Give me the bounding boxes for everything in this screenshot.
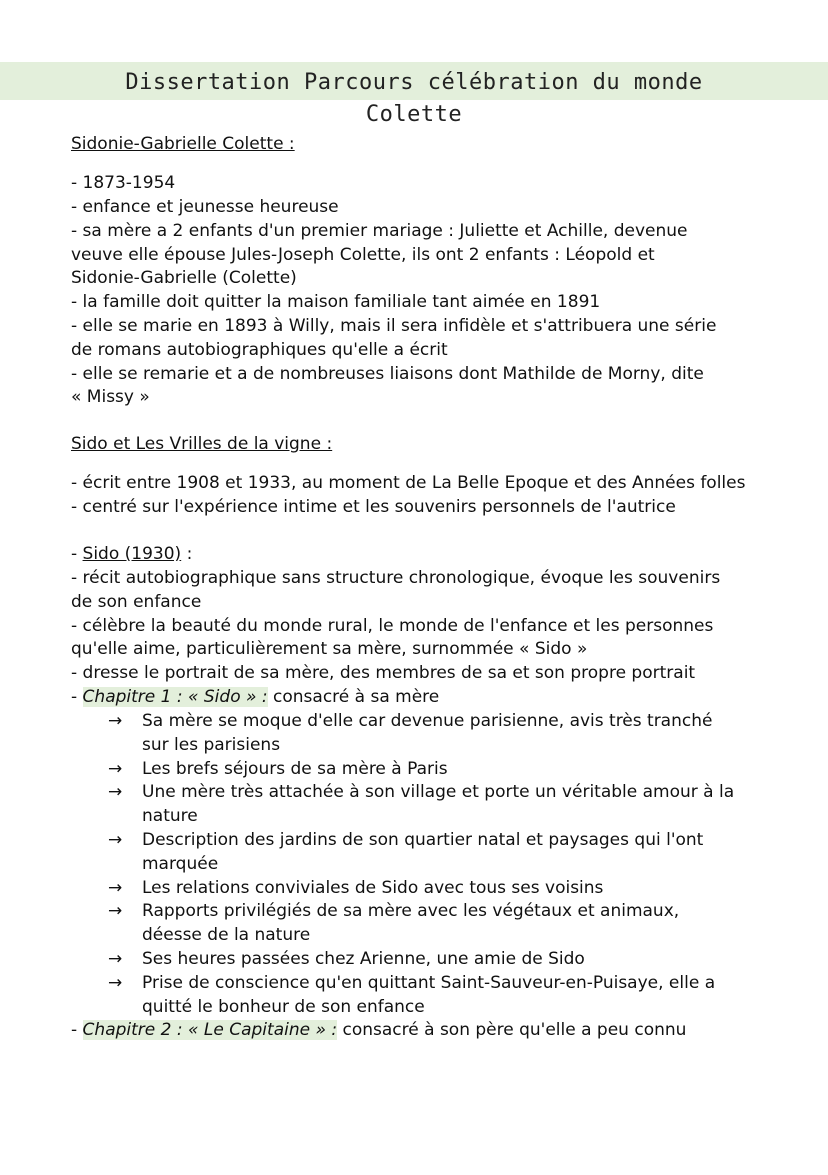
bio-line: veuve elle épouse Jules-Joseph Colette, ils ont 2 enfants : Léopold et <box>71 245 655 265</box>
sido-title: Sido (1930) <box>82 544 182 564</box>
sido-line: - célèbre la beauté du monde rural, le monde de l'enfance et les personnes <box>71 616 714 636</box>
sido-heading <box>71 542 192 566</box>
sido-line: de son enfance <box>71 592 202 612</box>
bullet-line: déesse de la nature <box>142 925 311 945</box>
bio-line: Sidonie-Gabrielle (Colette) <box>71 268 297 288</box>
bullet-line: sur les parisiens <box>142 735 281 755</box>
bullet-line: Description des jardins de son quartier natal et paysages qui l'ont <box>142 830 704 850</box>
arrow-icon: → <box>108 949 123 969</box>
arrow-icon: → <box>108 711 123 731</box>
bullet-line: nature <box>142 806 198 826</box>
bio-line: - enfance et jeunesse heureuse <box>71 197 339 217</box>
bullet-line: Prise de conscience qu'en quittant Saint-Sauveur-en-Puisaye, elle a <box>142 973 716 993</box>
chapter-1-text: consacré à sa mère <box>267 687 440 707</box>
arrow-icon: → <box>108 878 123 898</box>
bio-line: - 1873-1954 <box>71 173 176 193</box>
arrow-icon: → <box>108 901 123 921</box>
bio-line: « Missy » <box>71 387 150 407</box>
sido-suffix: : <box>181 544 193 564</box>
works-line: - centré sur l'expérience intime et les souvenirs personnels de l'autrice <box>71 497 676 517</box>
chapter-1-label: Chapitre 1 : « Sido » : <box>82 687 268 707</box>
bullet-line: Les brefs séjours de sa mère à Paris <box>142 759 448 779</box>
bullet-line: Sa mère se moque d'elle car devenue parisienne, avis très tranché <box>142 711 713 731</box>
bio-line: - elle se remarie et a de nombreuses liaisons dont Mathilde de Morny, dite <box>71 364 704 384</box>
arrow-icon: → <box>108 830 123 850</box>
arrow-icon: → <box>108 973 123 993</box>
sido-line: - récit autobiographique sans structure chronologique, évoque les souvenirs <box>71 568 721 588</box>
bullet-line: Rapports privilégiés de sa mère avec les végétaux et animaux, <box>142 901 680 921</box>
sido-prefix: - <box>71 544 83 564</box>
bio-line: - la famille doit quitter la maison familiale tant aimée en 1891 <box>71 292 601 312</box>
section-heading-works: Sido et Les Vrilles de la vigne : <box>71 434 333 454</box>
bio-line: - sa mère a 2 enfants d'un premier mariage : Juliette et Achille, devenue <box>71 221 688 241</box>
chapter-2-text: consacré à son père qu'elle a peu connu <box>337 1020 687 1040</box>
arrow-icon: → <box>108 782 123 802</box>
sido-line: - dresse le portrait de sa mère, des membres de sa et son propre portrait <box>71 663 696 683</box>
chapter-2-prefix: - <box>71 1020 83 1040</box>
page-title: Dissertation Parcours célébration du monde <box>125 70 703 95</box>
sido-line: qu'elle aime, particulièrement sa mère, surnommée « Sido » <box>71 639 588 659</box>
bullet-line: quitté le bonheur de son enfance <box>142 997 425 1017</box>
chapter-2-label: Chapitre 2 : « Le Capitaine » : <box>82 1020 338 1040</box>
bullet-line: Ses heures passées chez Arienne, une amie de Sido <box>142 949 585 969</box>
bio-line: de romans autobiographiques qu'elle a écrit <box>71 340 448 360</box>
chapter-2-line <box>71 1018 686 1042</box>
bullet-line: Les relations conviviales de Sido avec tous ses voisins <box>142 878 604 898</box>
page-subtitle: Colette <box>365 102 463 127</box>
chapter-1-prefix: - <box>71 687 83 707</box>
arrow-icon: → <box>108 759 123 779</box>
bio-line: - elle se marie en 1893 à Willy, mais il sera infidèle et s'attribuera une série <box>71 316 717 336</box>
bullet-line: marquée <box>142 854 219 874</box>
section-heading-bio: Sidonie-Gabrielle Colette : <box>71 134 295 154</box>
bullet-line: Une mère très attachée à son village et porte un véritable amour à la <box>142 782 735 802</box>
works-line: - écrit entre 1908 et 1933, au moment de La Belle Epoque et des Années folles <box>71 473 746 493</box>
chapter-1-line <box>71 685 439 709</box>
